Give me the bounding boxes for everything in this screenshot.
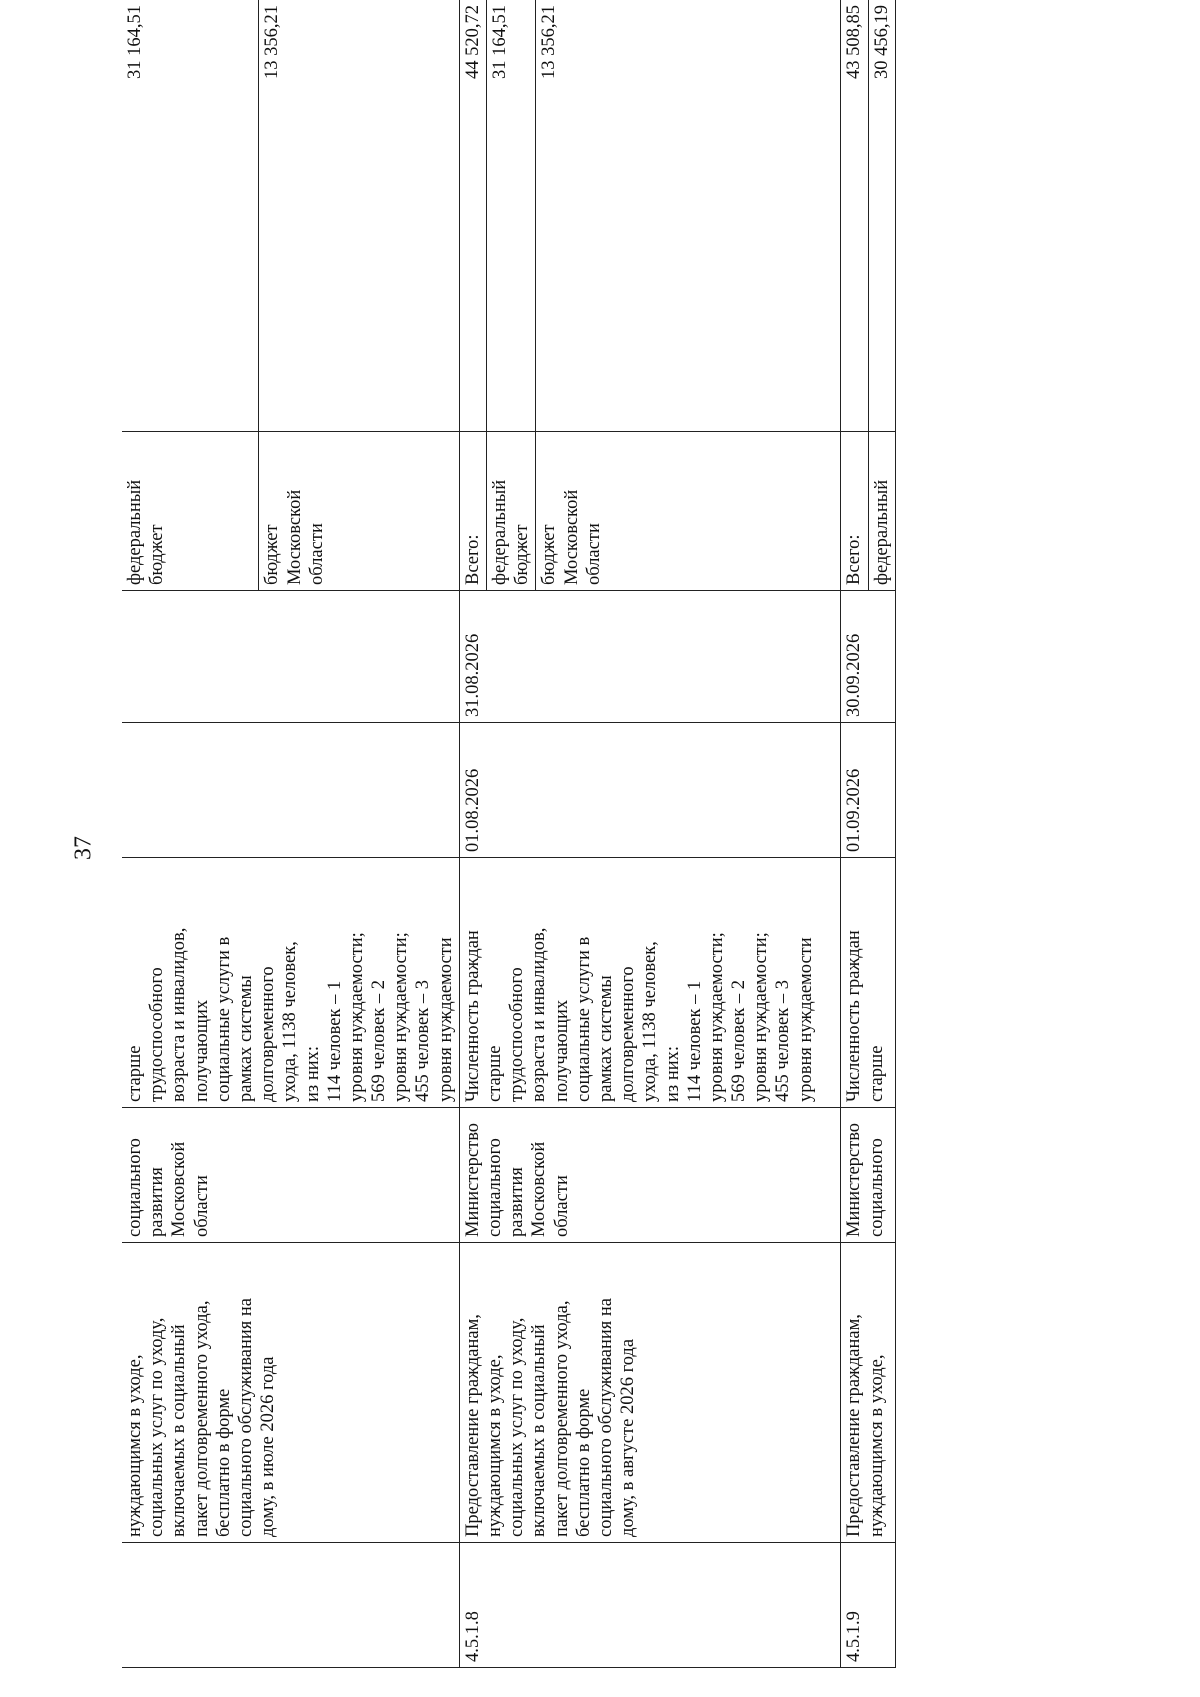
end-date: 31.08.2026 — [459, 591, 841, 723]
event-description: Предоставление гражданам, нуждающимся в уходе, — [841, 1243, 895, 1543]
table-row — [459, 0, 486, 1668]
event-description: Предоставление гражданам, нуждающимся в уходе, социальных услуг по уходу, включаемых в социальный пакет долговременного ухода, бесплатно в форме социального обслуживания на дому, в августе 2026 года — [459, 1243, 841, 1543]
funding-amount: 13 356,21 — [259, 0, 459, 432]
table-row — [841, 0, 868, 1668]
funding-source: федеральный бюджет — [122, 432, 259, 591]
funding-source: Всего: — [841, 432, 868, 591]
start-date: 01.08.2026 — [459, 723, 841, 858]
funding-source: Всего: — [459, 432, 486, 591]
funding-amount: 44 520,72 — [459, 0, 486, 432]
responsible-executor: Министерство социального развития Московской области — [459, 1108, 841, 1243]
event-description: нуждающимся в уходе, социальных услуг по уходу, включаемых в социальный пакет долговременного ухода, бесплатно в форме социального обслуживания на дому, в июле 2026 года — [122, 1243, 459, 1543]
funding-source: бюджет Московской области — [259, 432, 459, 591]
funding-amount: 43 508,85 — [841, 0, 868, 432]
row-number: 4.5.1.8 — [459, 1543, 841, 1668]
row-number: 4.5.1.9 — [841, 1543, 895, 1668]
result-indicator: Численность граждан старше трудоспособного возраста и инвалидов, получающих социальные услуги в рамках системы долговременного ухода, 1138 человек, из них: 114 человек – 1 уровня нуждаемости; 569 человек – 2 уровня нуждаемости; 455 человек – 3 уровня нуждаемости — [459, 858, 841, 1108]
responsible-executor: социального развития Московской области — [122, 1108, 459, 1243]
result-indicator: старше трудоспособного возраста и инвалидов, получающих социальные услуги в рамках системы долговременного ухода, 1138 человек, из них: 114 человек – 1 уровня нуждаемости; 569 человек – 2 уровня нуждаемости; 455 человек – 3 уровня нуждаемости — [122, 858, 459, 1108]
end-date: 30.09.2026 — [841, 591, 895, 723]
responsible-executor: Министерство социального — [841, 1108, 895, 1243]
program-events-table — [122, 0, 896, 1668]
result-indicator: Численность граждан старше — [841, 858, 895, 1108]
funding-amount: 31 164,51 — [487, 0, 536, 432]
row-number — [122, 1543, 459, 1668]
funding-source: федеральный бюджет — [487, 432, 536, 591]
funding-source: бюджет Московской области — [536, 432, 841, 591]
funding-source: федеральный — [868, 432, 895, 591]
rotated-table-container — [122, 0, 1200, 1668]
start-date — [122, 723, 459, 858]
page-number: 37 — [70, 836, 97, 860]
start-date: 01.09.2026 — [841, 723, 895, 858]
table-row-continued — [122, 0, 259, 1668]
funding-amount: 13 356,21 — [536, 0, 841, 432]
funding-amount: 30 456,19 — [868, 0, 895, 432]
end-date — [122, 591, 459, 723]
funding-amount: 31 164,51 — [122, 0, 259, 432]
